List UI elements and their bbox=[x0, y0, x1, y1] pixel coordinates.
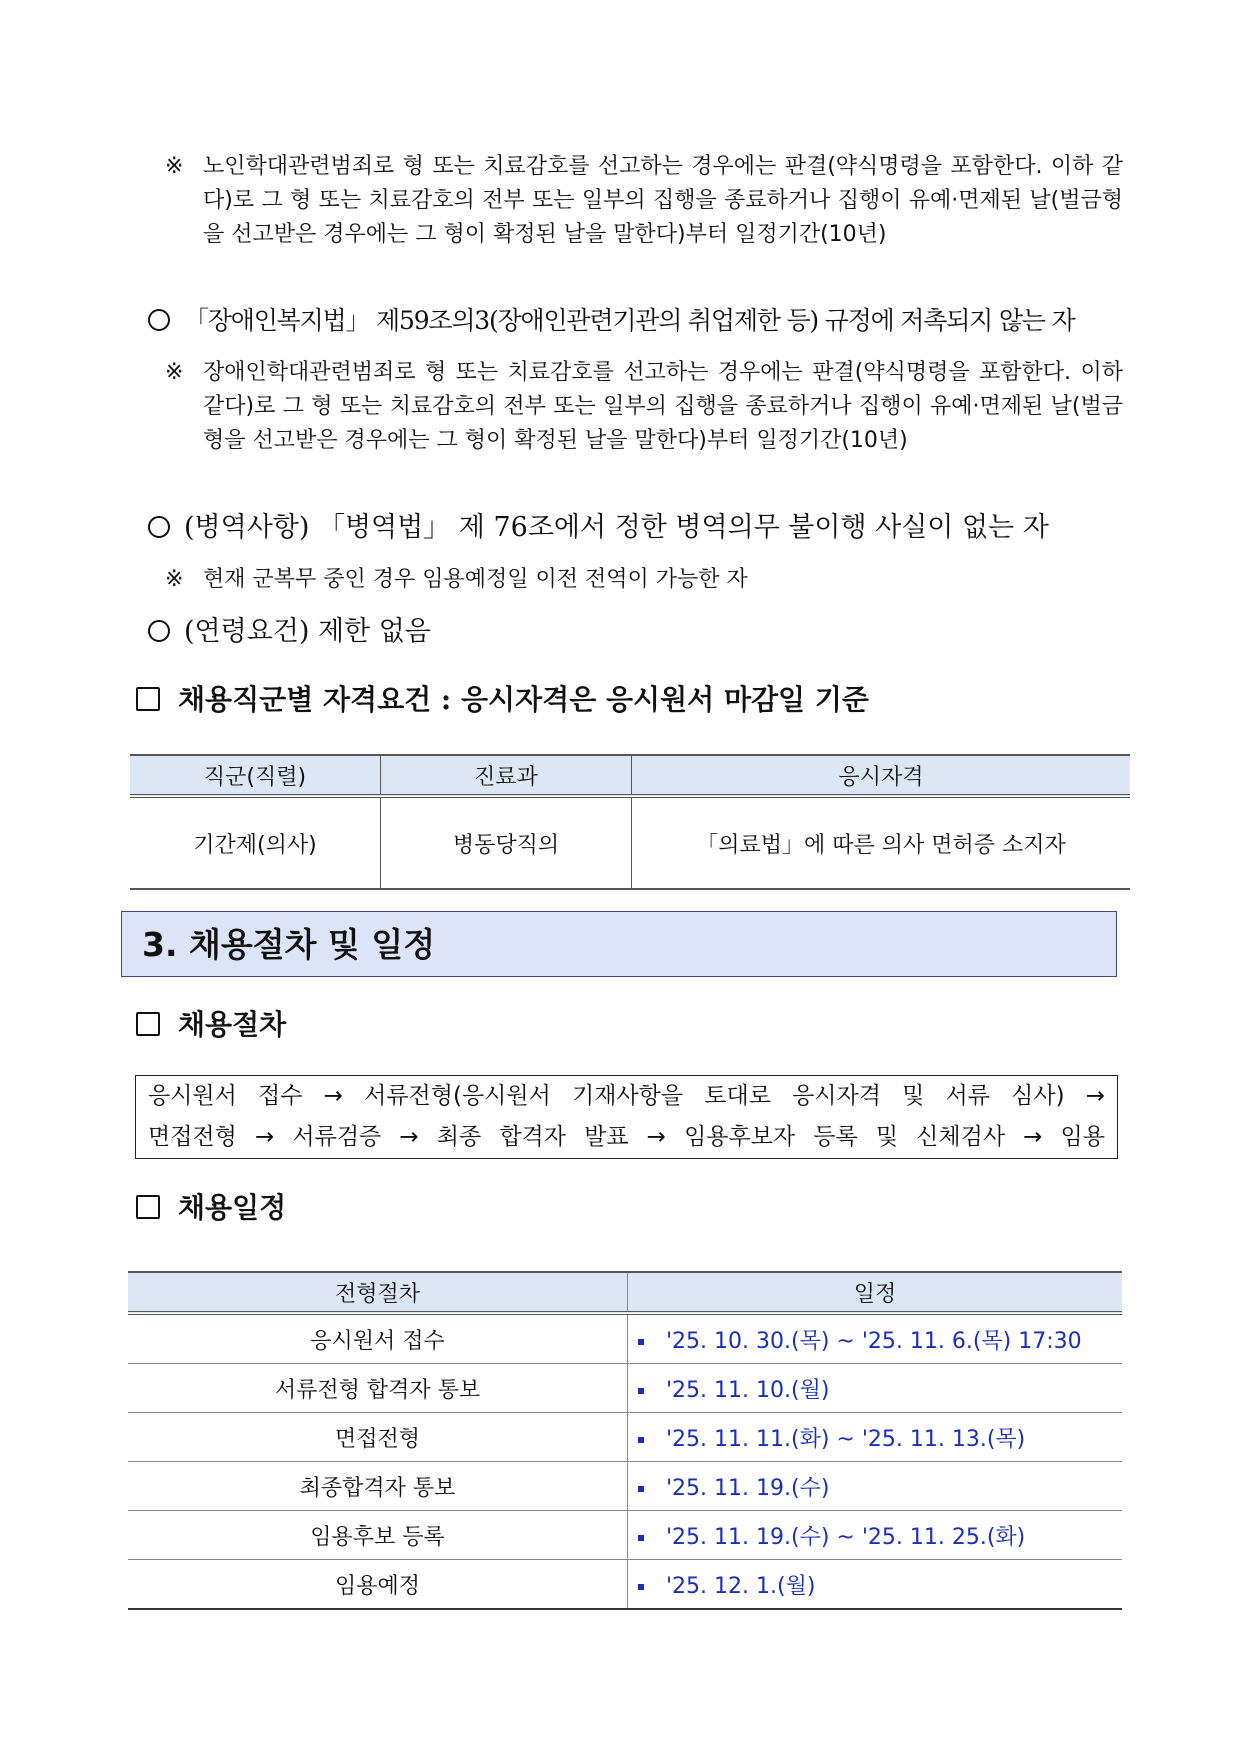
note-mark: ※ bbox=[165, 154, 184, 179]
bullet-text: 「장애인복지법」 제59조의3(장애인관련기관의 취업제한 등) 규정에 저촉되지 않는 자 bbox=[184, 306, 1075, 335]
date-text: '25. 11. 19.(수) bbox=[666, 1475, 830, 1501]
date-text: '25. 11. 19.(수) ~ '25. 11. 25.(화) bbox=[666, 1524, 1026, 1550]
procedure-line: 면접전형 → 서류검증 → 최종 합격자 발표 → 임용후보자 등록 및 신체검사 → 임용 bbox=[148, 1124, 1105, 1150]
square-bullet-icon bbox=[638, 1584, 644, 1590]
elder-abuse-note bbox=[165, 150, 1123, 252]
military-note bbox=[165, 563, 1123, 597]
qualification-heading bbox=[136, 680, 869, 720]
note-text: 현재 군복무 중인 경우 임용예정일 이전 전역이 가능한 자 bbox=[203, 567, 748, 592]
table-row bbox=[128, 1364, 1122, 1413]
date-cell bbox=[628, 1511, 1123, 1560]
table-row bbox=[130, 796, 1130, 889]
circle-bullet-icon bbox=[148, 309, 170, 331]
disabled-abuse-note bbox=[165, 356, 1123, 458]
heading-text: 채용직군별 자격요건 : 응시자격은 응시원서 마감일 기준 bbox=[178, 683, 869, 716]
schedule-table bbox=[128, 1271, 1122, 1610]
step-cell: 임용후보 등록 bbox=[128, 1511, 628, 1560]
heading-text: 채용일정 bbox=[178, 1191, 287, 1224]
qualification-table bbox=[130, 754, 1130, 890]
step-cell: 임용예정 bbox=[128, 1560, 628, 1610]
schedule-heading bbox=[136, 1188, 286, 1228]
date-cell bbox=[628, 1364, 1123, 1413]
bullet-military-law bbox=[148, 508, 1128, 548]
procedure-line: 응시원서 접수 → 서류전형(응시원서 기재사항을 토대로 응시자격 및 서류 심사) → bbox=[148, 1083, 1105, 1109]
date-text: '25. 12. 1.(월) bbox=[666, 1573, 816, 1599]
date-text: '25. 11. 11.(화) ~ '25. 11. 13.(목) bbox=[666, 1426, 1026, 1452]
table-row bbox=[128, 1313, 1122, 1364]
note-text: 장애인학대관련범죄로 형 또는 치료감호를 선고하는 경우에는 판결(약식명령을 포함한다. 이하 같다)로 그 형 또는 치료감호의 전부 또는 일부의 집행을 종료하거나 집행이 유예·면제된 날(벌금형을 선고받은 경우에는 그 형이 확정된 날을 말한다)부터 일정기간(10년) bbox=[203, 360, 1123, 453]
table-row bbox=[128, 1413, 1122, 1462]
square-bullet-icon bbox=[638, 1339, 644, 1345]
column-header: 일정 bbox=[628, 1272, 1123, 1313]
table-row bbox=[128, 1560, 1122, 1610]
table-cell: 기간제(의사) bbox=[130, 796, 381, 889]
table-cell: 병동당직의 bbox=[381, 796, 632, 889]
square-bullet-icon bbox=[136, 1012, 160, 1036]
date-text: '25. 10. 30.(목) ~ '25. 11. 6.(목) 17:30 bbox=[666, 1328, 1082, 1354]
note-mark: ※ bbox=[165, 567, 184, 592]
table-row bbox=[128, 1511, 1122, 1560]
bullet-text: (연령요건) 제한 없음 bbox=[184, 616, 431, 647]
note-text: 노인학대관련범죄로 형 또는 치료감호를 선고하는 경우에는 판결(약식명령을 포함한다. 이하 같다)로 그 형 또는 치료감호의 전부 또는 일부의 집행을 종료하거나 집행이 유예·면제된 날(벌금형을 선고받은 경우에는 그 형이 확정된 날을 말한다)부터 일정기간(10년) bbox=[203, 154, 1123, 247]
square-bullet-icon bbox=[638, 1486, 644, 1492]
table-row bbox=[128, 1462, 1122, 1511]
square-bullet-icon bbox=[136, 687, 160, 711]
date-cell bbox=[628, 1313, 1123, 1364]
heading-text: 채용절차 bbox=[178, 1008, 287, 1041]
circle-bullet-icon bbox=[148, 516, 170, 538]
date-text: '25. 11. 10.(월) bbox=[666, 1377, 830, 1403]
step-cell: 면접전형 bbox=[128, 1413, 628, 1462]
column-header: 진료과 bbox=[381, 755, 632, 796]
column-header: 전형절차 bbox=[128, 1272, 628, 1313]
date-cell bbox=[628, 1462, 1123, 1511]
procedure-box bbox=[135, 1075, 1118, 1159]
date-cell bbox=[628, 1560, 1123, 1610]
note-mark: ※ bbox=[165, 360, 184, 385]
column-header: 직군(직렬) bbox=[130, 755, 381, 796]
square-bullet-icon bbox=[638, 1388, 644, 1394]
procedure-heading bbox=[136, 1005, 286, 1045]
square-bullet-icon bbox=[638, 1437, 644, 1443]
step-cell: 서류전형 합격자 통보 bbox=[128, 1364, 628, 1413]
step-cell: 응시원서 접수 bbox=[128, 1313, 628, 1364]
table-cell: 「의료법」에 따른 의사 면허증 소지자 bbox=[632, 796, 1131, 889]
square-bullet-icon bbox=[638, 1535, 644, 1541]
bullet-disability-law bbox=[148, 301, 1128, 341]
bullet-text: (병역사항) 「병역법」 제 76조에서 정한 병역의무 불이행 사실이 없는 자 bbox=[184, 512, 1049, 543]
section-title: 3. 채용절차 및 일정 bbox=[121, 911, 1117, 977]
column-header: 응시자격 bbox=[632, 755, 1131, 796]
square-bullet-icon bbox=[136, 1195, 160, 1219]
date-cell bbox=[628, 1413, 1123, 1462]
bullet-age bbox=[148, 612, 1128, 652]
step-cell: 최종합격자 통보 bbox=[128, 1462, 628, 1511]
circle-bullet-icon bbox=[148, 620, 170, 642]
